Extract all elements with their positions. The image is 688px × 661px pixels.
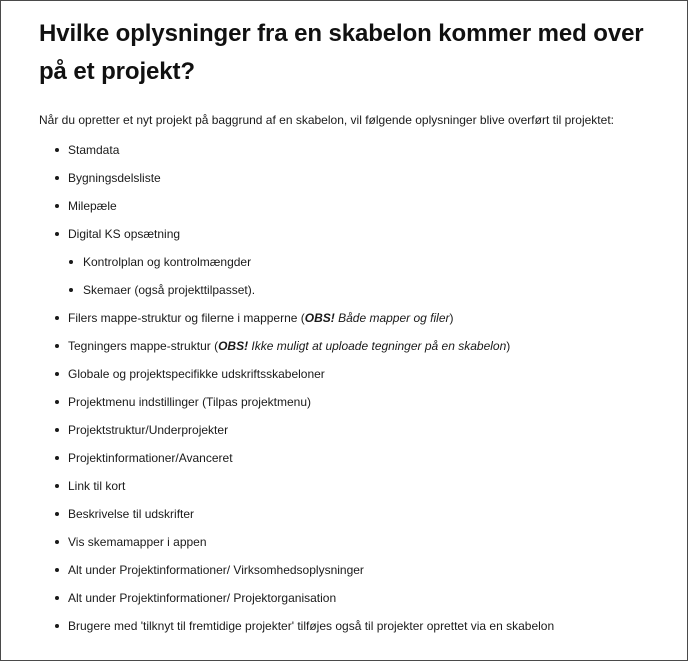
list-item-projektinformationer-avanceret: Projektinformationer/Avanceret — [39, 450, 667, 466]
item-text: Filers mappe-struktur og filerne i mapperne ( — [68, 311, 305, 325]
obs-label: OBS! — [218, 339, 249, 353]
item-close: ) — [449, 311, 454, 325]
obs-note: Ikke muligt at uploade tegninger på en skabelon — [248, 339, 507, 353]
list-item-digital-ks-label: Digital KS opsætning — [68, 227, 181, 241]
list-item-brugere: Brugere med 'tilknyt til fremtidige projekter' tilføjes også til projekter oprettet via en skabelon — [39, 618, 667, 634]
page-title: Hvilke oplysninger fra en skabelon kommer med over på et projekt? — [39, 20, 644, 85]
transferred-items-list — [39, 142, 667, 634]
item-close: ) — [506, 339, 511, 353]
sublist-item-skemaer: Skemaer (også projekttilpasset). — [68, 282, 667, 298]
list-item-milepaele: Milepæle — [39, 198, 667, 214]
list-item-beskrivelse: Beskrivelse til udskrifter — [39, 506, 667, 522]
list-item-filers-mappe-struktur — [39, 310, 667, 326]
item-text: Tegningers mappe-struktur ( — [68, 339, 219, 353]
list-item-stamdata: Stamdata — [39, 142, 667, 158]
list-item-virksomhedsoplysninger: Alt under Projektinformationer/ Virksomhedsoplysninger — [39, 562, 667, 578]
intro-paragraph: Når du opretter et nyt projekt på baggrund af en skabelon, vil følgende oplysninger blive overført til projektet: — [39, 113, 614, 127]
list-item-vis-skemamapper: Vis skemamapper i appen — [39, 534, 667, 550]
obs-label: OBS! — [304, 311, 335, 325]
obs-note: Både mapper og filer — [334, 311, 450, 325]
list-item-digital-ks — [39, 226, 667, 298]
digital-ks-sublist — [68, 254, 667, 298]
list-item-link-til-kort: Link til kort — [39, 478, 667, 494]
sublist-item-kontrolplan: Kontrolplan og kontrolmængder — [68, 254, 667, 270]
list-item-bygningsdelsliste: Bygningsdelsliste — [39, 170, 667, 186]
list-item-udskriftsskabeloner: Globale og projektspecifikke udskriftsskabeloner — [39, 366, 667, 382]
list-item-projektstruktur: Projektstruktur/Underprojekter — [39, 422, 667, 438]
list-item-projektmenu: Projektmenu indstillinger (Tilpas projektmenu) — [39, 394, 667, 410]
list-item-projektorganisation: Alt under Projektinformationer/ Projektorganisation — [39, 590, 667, 606]
list-item-tegningers-mappe-struktur — [39, 338, 667, 354]
